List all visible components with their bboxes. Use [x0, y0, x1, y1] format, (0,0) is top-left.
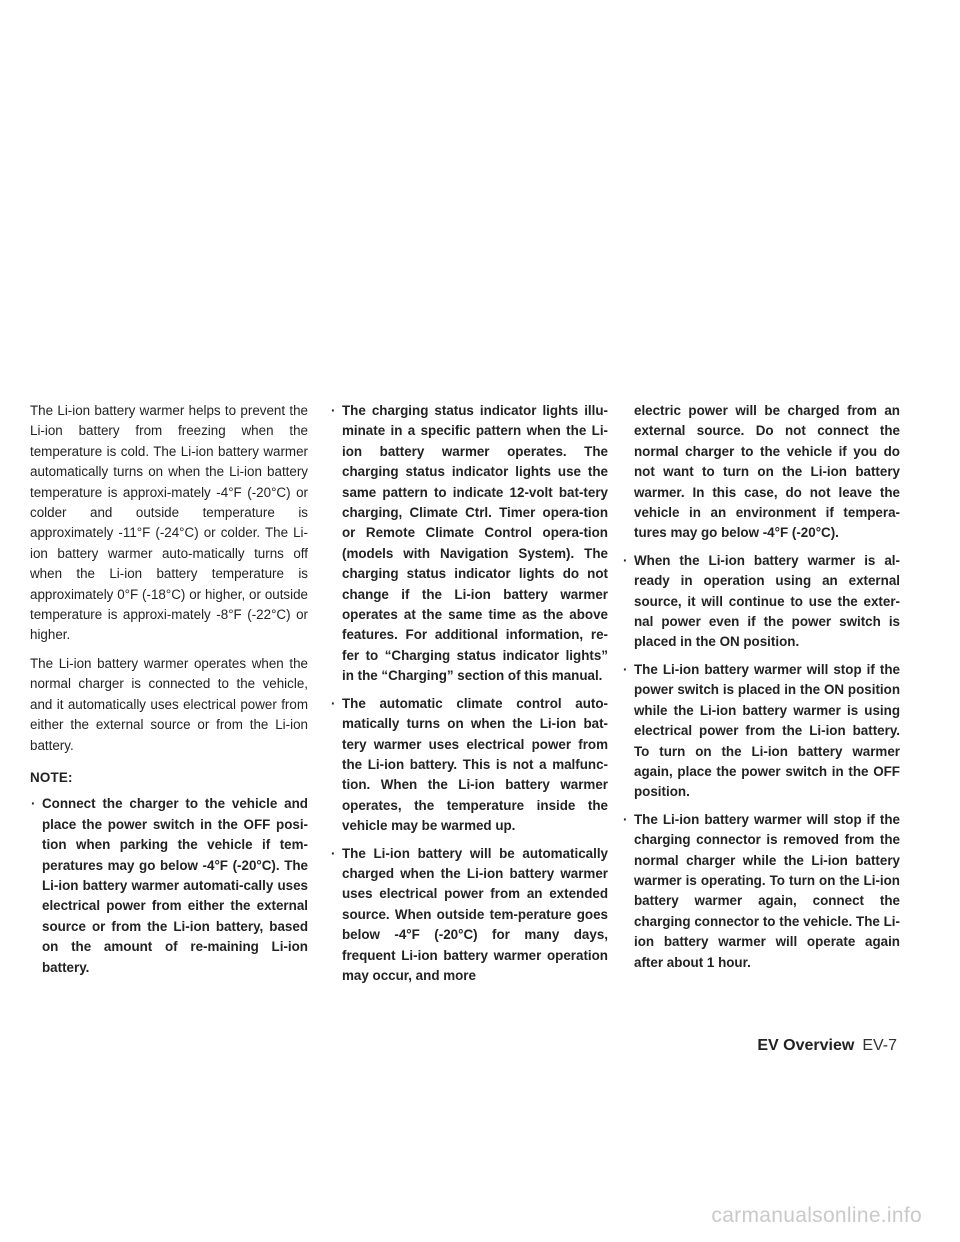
note-bullet-3-text: The automatic climate control auto-matically turns on when the Li-ion bat-tery warmer uses electrical power from the Li-ion battery. This is not a malfunc-tion. When the Li-ion battery warmer operates, the temperature inside the vehicle may be warmed up.: [342, 695, 608, 834]
bullet-marker: ·: [31, 796, 36, 812]
note-bullet-2: [330, 401, 608, 687]
note-bullet-7-text: The Li-ion battery warmer will stop if the charging connector is removed from the normal charger while the Li-ion battery warmer is operating. To turn on the Li-ion battery warmer again, connect the charging connector to the vehicle. The Li-ion battery warmer will operate again after about 1 hour.: [634, 811, 900, 970]
note-bullet-4-continued: [622, 401, 900, 544]
bullet-marker: ·: [623, 811, 628, 827]
footer-page-number: EV-7: [862, 1037, 897, 1054]
footer-section-title: EV Overview: [757, 1037, 855, 1054]
note-bullet-1-text: Connect the charger to the vehicle and place the power switch in the OFF posi-tion when parking the vehicle if tem-peratures may go below -4°F (-20°C). The Li-ion battery warmer automati-cally uses electrical power from either the external source or from the Li-ion battery, based on the amount of re-maining Li-ion battery.: [42, 796, 308, 975]
note-bullet-5: [622, 551, 900, 653]
operation-paragraph: The Li-ion battery warmer operates when the normal charger is connected to the vehicle, and it automatically uses electrical power from either the external source or from the Li-ion battery.: [30, 655, 308, 753]
note-heading: NOTE:: [30, 769, 73, 785]
text-column-2: [330, 401, 608, 993]
note-bullet-4-text: The Li-ion battery will be automatically charged when the Li-ion battery warmer uses electrical power from an extended source. When outside tem-perature goes below -4°F (-20°C) for many days, frequent Li-ion battery warmer operation may occur, and more: [342, 845, 608, 983]
note-bullet-6: [622, 660, 900, 803]
note-bullet-2-text: The charging status indicator lights illu-minate in a specific pattern when the Li-ion battery warmer operates. The charging status indicator lights use the same pattern to indicate 12-volt bat-tery charging, Climate Ctrl. Timer opera-tion or Remote Climate Control opera-tion (models with Navigation System). The charging status indicator lights do not change if the Li-ion battery warmer operates at the same time as the above features. For additional information, re-fer to “Charging status indicator lights” in the “Charging” section of this manual.: [342, 403, 608, 684]
note-bullet-1: [30, 794, 308, 978]
bullet-marker: ·: [331, 403, 336, 418]
text-column-3: [622, 401, 900, 980]
site-watermark: carmanualsonline.info: [711, 1204, 922, 1227]
note-bullet-7: [622, 810, 900, 973]
bullet-marker: ·: [623, 552, 628, 568]
bullet-marker: ·: [331, 845, 336, 861]
bullet-marker: ·: [331, 695, 336, 711]
page-footer: [757, 1037, 897, 1055]
note-bullet-4: [330, 844, 608, 987]
note-bullet-6-text: The Li-ion battery warmer will stop if the power switch is placed in the ON position while the Li-ion battery warmer is using electrical power from the Li-ion battery. To turn on the Li-ion battery warmer again, place the power switch in the OFF position.: [634, 661, 900, 800]
intro-paragraph: The Li-ion battery warmer helps to prevent the Li-ion battery from freezing when the temperature is cold. The Li-ion battery warmer automatically turns on when the Li-ion battery temperature is approxi-mately -4°F (-20°C) or colder and outside temperature is approximately -11°F (-24°C) or colder. The Li-ion battery warmer auto-matically turns off when the Li-ion battery temperature is approximately 0°F (-18°C) or higher, or outside temperature is approxi-mately -8°F (-22°C) or higher.: [30, 403, 308, 643]
bullet-marker: ·: [623, 661, 628, 677]
note-bullet-4-continued-text: electric power will be charged from an external source. Do not connect the normal charger to the vehicle if you do not want to turn on the Li-ion battery warmer. In this case, do not leave the vehicle in an environment if tempera-tures may go below -4°F (-20°C).: [634, 403, 900, 541]
note-bullet-5-text: When the Li-ion battery warmer is al-ready in operation using an external source, it will continue to use the exter-nal power even if the power switch is placed in the ON position.: [634, 552, 900, 650]
note-bullet-3: [330, 694, 608, 837]
text-column-1: [30, 401, 308, 985]
